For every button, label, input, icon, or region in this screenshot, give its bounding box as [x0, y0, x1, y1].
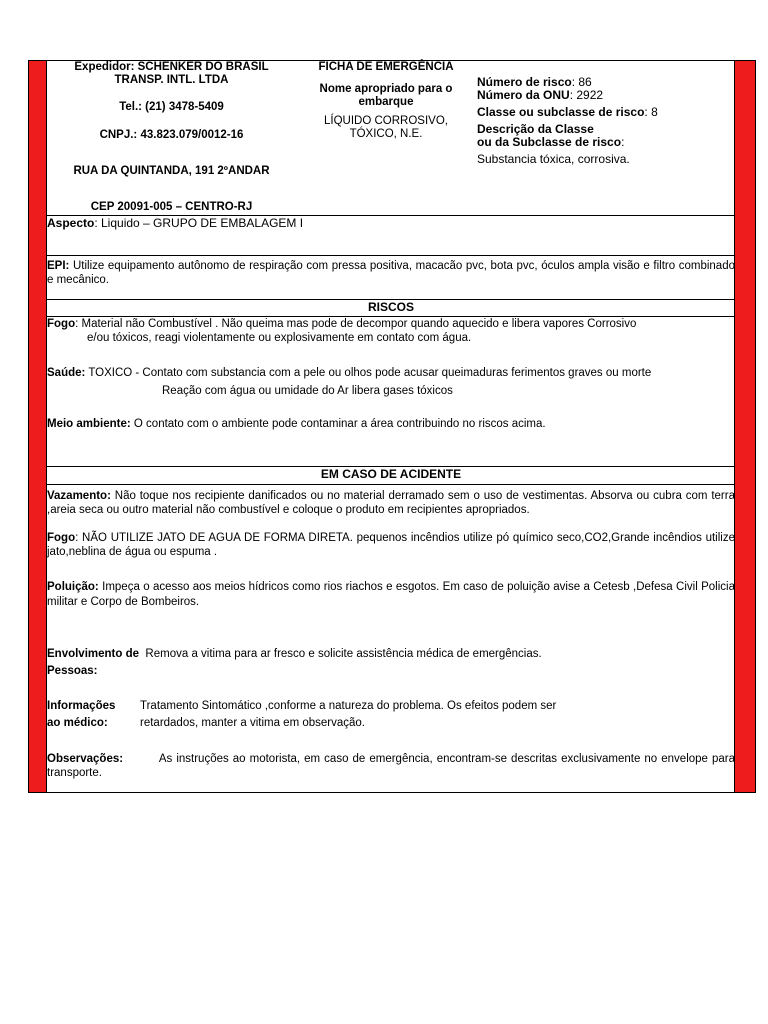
epi-text: Utilize equipamento autônomo de respiração com pressa positiva, macacão pvc, bota pvc, óculos ampla visão e filtro combinado e mecânico. — [47, 260, 735, 286]
riscos-meio-text: O contato com o ambiente pode contaminar a área contribuindo no riscos acima. — [130, 418, 546, 430]
riscos-fogo — [47, 317, 737, 345]
acidente-obs-text: As instruções ao motorista, em caso de emergência, encontram-se descritas exclusivamente no envelope para transporte. — [47, 753, 739, 779]
acidente-info-line2: retardados, manter a vitima em observação. — [140, 717, 365, 729]
acidente-vazamento-text: Não toque nos recipiente danificados ou no material derramado sem o uso de vestimentas. Absorva ou cubra com terra ,areia seca ou outro material não combustível e coloque o produto em recipientes apropriados. — [47, 490, 735, 516]
epi-label: EPI: — [47, 260, 70, 272]
acidente-fogo — [47, 531, 735, 559]
acidente-envolvimento-label1: Envolvimento de — [47, 648, 140, 660]
riscos-saude — [47, 364, 737, 400]
acidente-observacoes — [47, 752, 739, 780]
riscos-saude-label: Saúde: — [47, 367, 86, 379]
divider — [47, 484, 734, 485]
riscos-fogo-label: Fogo — [47, 318, 76, 330]
divider — [47, 255, 734, 256]
acidente-info-line1: Tratamento Sintomático ,conforme a natureza do problema. Os efeitos podem ser — [140, 700, 557, 712]
shipper-address: RUA DA QUINTANDA, 191 2ºANDAR — [73, 165, 270, 177]
risk-info-block — [477, 75, 737, 167]
acidente-envolvimento-text: Remova a vitima para ar fresco e solicite assistência médica de emergências. — [145, 648, 542, 660]
sheet-title-block — [301, 61, 471, 141]
riscos-meio-label: Meio ambiente: — [47, 418, 131, 430]
shipper-name-line2: TRANSP. INTL. LTDA — [114, 74, 229, 86]
onu-label: Número da ONU — [477, 88, 570, 102]
class-value: : 8 — [644, 105, 658, 119]
riscos-meio — [47, 418, 546, 430]
left-red-border — [29, 61, 47, 792]
shipper-cep: CEP 20091-005 – CENTRO-RJ — [90, 201, 253, 213]
sheet-title: FICHA DE EMERGÊNCIA — [318, 61, 454, 73]
acidente-title: EM CASO DE ACIDENTE — [320, 467, 462, 481]
acidente-info-medico — [47, 698, 737, 732]
shipper-cnpj: CNPJ.: 43.823.079/0012-16 — [99, 129, 244, 141]
acidente-fogo-label: Fogo — [47, 532, 76, 544]
emergency-sheet — [28, 60, 756, 793]
aspecto-text: : Liquido – GRUPO DE EMBALAGEM I — [94, 216, 304, 230]
class-desc-colon: : — [621, 135, 625, 149]
epi-row — [47, 259, 735, 287]
acidente-poluicao-label: Poluição: — [47, 581, 99, 593]
product-name: LÍQUIDO CORROSIVO, TÓXICO, N.E. — [324, 115, 448, 140]
class-desc-label1: Descrição da Classe — [477, 122, 594, 136]
shipper-name-line1: Expedidor: SCHENKER DO BRASIL — [74, 61, 269, 73]
acidente-fogo-text: : NÃO UTILIZE JATO DE AGUA DE FORMA DIRETA. pequenos incêndios utilize pó químico seco,CO2,Grande incêndios utilize jato,neblina de água ou espuma . — [47, 532, 735, 558]
shipper-phone: Tel.: (21) 3478-5409 — [119, 101, 224, 113]
acidente-envolvimento — [47, 646, 737, 680]
risk-number-value: : 86 — [571, 75, 592, 89]
riscos-saude-line2: Reação com água ou umidade do Ar libera gases tóxicos — [162, 385, 453, 397]
acidente-poluicao-text: Impeça o acesso aos meios hídricos como rios riachos e esgotos. Em caso de poluição avise a Cetesb ,Defesa Civil Policia militar e Corpo de Bombeiros. — [47, 581, 735, 608]
acidente-envolvimento-label2: Pessoas: — [47, 665, 98, 677]
class-desc-value: Substancia tóxica, corrosiva. — [477, 152, 630, 166]
acidente-info-label1: Informações — [47, 700, 116, 712]
class-desc-label2: ou da Subclasse de risco — [477, 135, 622, 149]
shipper-block — [49, 61, 294, 214]
acidente-vazamento-label: Vazamento: — [47, 490, 111, 502]
acidente-obs-label: Observações: — [47, 753, 124, 765]
shipping-name-label: Nome apropriado para o embarque — [319, 83, 453, 108]
class-label: Classe ou subclasse de risco — [477, 105, 645, 119]
riscos-saude-line1: TOXICO - Contato com substancia com a pele ou olhos pode acusar queimaduras ferimentos graves ou morte — [85, 367, 652, 379]
aspecto-label: Aspecto — [47, 216, 95, 230]
acidente-info-label2: ao médico: — [47, 717, 108, 729]
riscos-fogo-line1: : Material não Combustível . Não queima mas pode de decompor quando aquecido e libera vapores Corrosivo — [75, 318, 637, 330]
risk-number-label: Número de risco — [477, 75, 572, 89]
riscos-title: RISCOS — [367, 300, 414, 314]
riscos-fogo-line2: e/ou tóxicos, reagi violentamente ou explosivamente em contato com água. — [87, 332, 472, 344]
acidente-poluicao — [47, 580, 735, 610]
onu-value: : 2922 — [569, 88, 604, 102]
right-red-border — [734, 61, 755, 792]
acidente-vazamento — [47, 489, 735, 517]
aspecto-row — [47, 216, 303, 230]
